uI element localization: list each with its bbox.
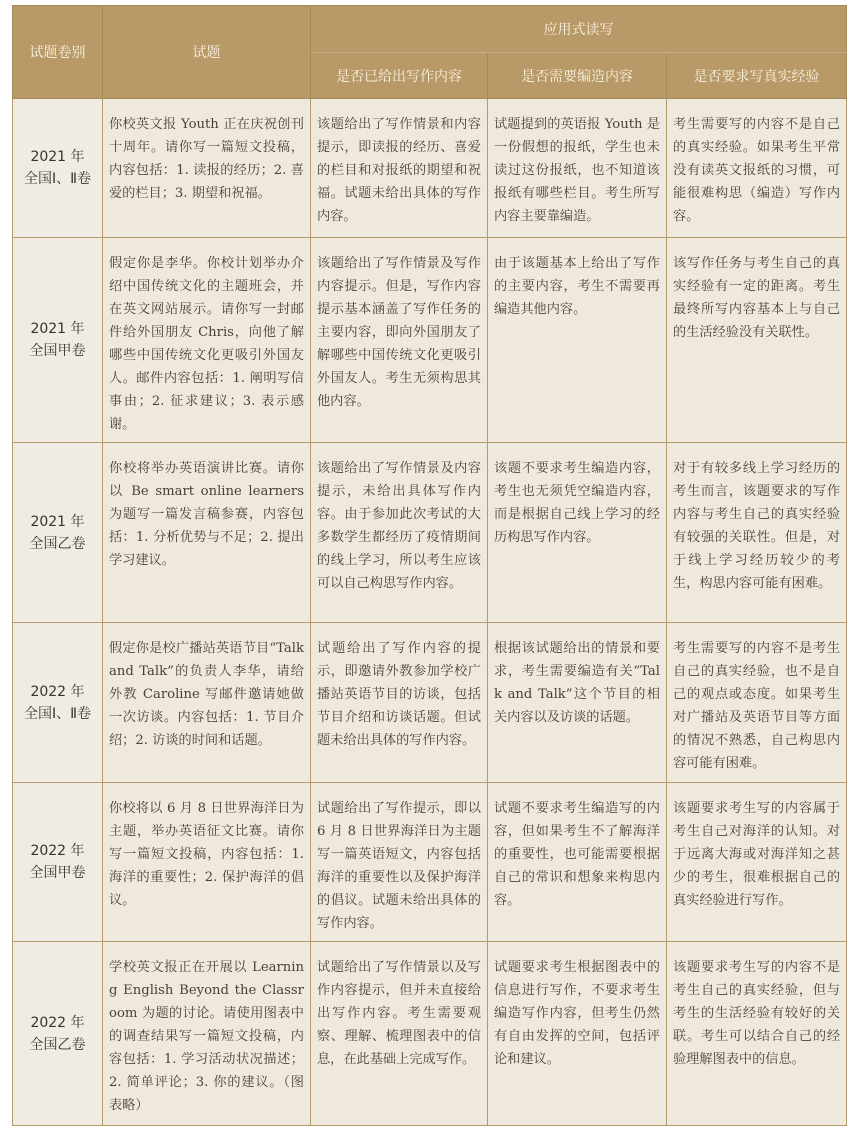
fabricate-cell: 试题要求考生根据图表中的信息进行写作，不要求考生编造写作内容，但考生仍然有自由发挥的空间，包括评论和建议。 xyxy=(488,942,667,1126)
content-given-cell: 试题给出了写作提示，即以 6 月 8 日世界海洋日为主题写一篇英语短文，内容包括海洋的重要性以及保护海洋的倡议。试题未给出具体的写作内容。 xyxy=(311,783,488,942)
year-label: 2022 年 xyxy=(30,843,85,859)
header-exam-paper: 试题卷别 xyxy=(13,6,103,99)
paper-label: 全国Ⅰ、Ⅱ卷 xyxy=(23,171,92,187)
header-content-given: 是否已给出写作内容 xyxy=(311,53,488,99)
question-cell: 假定你是李华。你校计划举办介绍中国传统文化的主题班会，并在英文网站展示。请你写一封邮件给外国朋友 Chris，向他了解哪些中国传统文化更吸引外国友人。邮件内容包括：1. 阐明写信事由；2. 征求建议；3. 表示感谢。 xyxy=(103,238,311,443)
real-experience-cell: 该写作任务与考生自己的真实经验有一定的距离。考生最终所写内容基本上与自己的生活经验没有关联性。 xyxy=(667,238,847,443)
paper-label: 全国乙卷 xyxy=(29,535,86,552)
question-cell: 学校英文报正在开展以 Learning English Beyond the Classroom 为题的讨论。请使用图表中的调查结果写一篇短文投稿，内容包括：1. 学习活动状况描述；2. 简单评论；3. 你的建议。（图表略） xyxy=(103,942,311,1126)
paper-label: 全国甲卷 xyxy=(29,343,86,359)
header-real-experience: 是否要求写真实经验 xyxy=(667,53,847,99)
question-cell: 你校英文报 Youth 正在庆祝创刊十周年。请你写一篇短文投稿，内容包括：1. 读报的经历；2. 喜爱的栏目；3. 期望和祝福。 xyxy=(103,99,311,238)
real-experience-cell: 对于有较多线上学习经历的考生而言，该题要求的写作内容与考生自己的真实经验有较强的关联性。但是，对于线上学习经历较少的考生，构思内容可能有困难。 xyxy=(667,443,847,623)
table-row xyxy=(13,942,847,1126)
table-row xyxy=(13,443,847,623)
content-given-cell: 该题给出了写作情景及内容提示，未给出具体写作内容。由于参加此次考试的大多数学生都经历了疫情期间的线上学习，所以考生应该可以自己构思写作内容。 xyxy=(311,443,488,623)
header-question: 试题 xyxy=(103,6,311,99)
year-label: 2021 年 xyxy=(30,513,85,530)
fabricate-cell: 由于该题基本上给出了写作的主要内容，考生不需要再编造其他内容。 xyxy=(488,238,667,443)
fabricate-cell: 该题不要求考生编造内容，考生也无须凭空编造内容，而是根据自己线上学习的经历构思写作内容。 xyxy=(488,443,667,623)
real-experience-cell: 该题要求考生写的内容属于考生自己对海洋的认知。对于远离大海或对海洋知之甚少的考生，很难根据自己的真实经验进行写作。 xyxy=(667,783,847,942)
fabricate-cell: 试题提到的英语报 Youth 是一份假想的报纸，学生也未读过这份报纸，也不知道该报纸有哪些栏目。考生所写内容主要靠编造。 xyxy=(488,99,667,238)
table-row xyxy=(13,623,847,783)
year-label: 2022 年 xyxy=(30,683,85,700)
table-row xyxy=(13,238,847,443)
question-cell: 假定你是校广播站英语节目“Talk and Talk”的负责人李华，请给外教 Caroline 写邮件邀请她做一次访谈。内容包括：1. 节目介绍；2. 访谈的时间和话题。 xyxy=(103,623,311,783)
exam-paper-cell xyxy=(13,238,103,443)
exam-paper-cell xyxy=(13,783,103,942)
content-given-cell: 试题给出了写作内容的提示，即邀请外教参加学校广播站英语节目的访谈，包括节目介绍和访谈话题。但试题未给出具体的写作内容。 xyxy=(311,623,488,783)
real-experience-cell: 考生需要写的内容不是考生自己的真实经验，也不是自己的观点或态度。如果考生对广播站及英语节目等方面的情况不熟悉，自己构思内容可能有困难。 xyxy=(667,623,847,783)
question-cell: 你校将以 6 月 8 日世界海洋日为主题，举办英语征文比赛。请你写一篇短文投稿，内容包括：1. 海洋的重要性；2. 保护海洋的倡议。 xyxy=(103,783,311,942)
exam-paper-cell xyxy=(13,942,103,1126)
header-need-fabricate: 是否需要编造内容 xyxy=(488,53,667,99)
year-label: 2022 年 xyxy=(30,1014,85,1031)
exam-paper-cell xyxy=(13,99,103,238)
content-given-cell: 该题给出了写作情景及写作内容提示。但是，写作内容提示基本涵盖了写作任务的主要内容，即向外国朋友了解哪些中国传统文化更吸引外国友人。考生无须构思其他内容。 xyxy=(311,238,488,443)
content-given-cell: 该题给出了写作情景和内容提示，即读报的经历、喜爱的栏目和对报纸的期望和祝福。试题未给出具体的写作内容。 xyxy=(311,99,488,238)
real-experience-cell: 考生需要写的内容不是自己的真实经验。如果考生平常没有读英文报纸的习惯，可能很难构思（编造）写作内容。 xyxy=(667,99,847,238)
paper-label: 全国Ⅰ、Ⅱ卷 xyxy=(23,705,92,722)
real-experience-cell: 该题要求考生写的内容不是考生自己的真实经验，但与考生的生活经验有较好的关联。考生可以结合自己的经验理解图表中的信息。 xyxy=(667,942,847,1126)
table-row xyxy=(13,99,847,238)
paper-label: 全国乙卷 xyxy=(29,1036,86,1053)
fabricate-cell: 试题不要求考生编造写的内容，但如果考生不了解海洋的重要性，也可能需要根据自己的常识和想象来构思内容。 xyxy=(488,783,667,942)
year-label: 2021 年 xyxy=(30,149,85,165)
question-cell: 你校将举办英语演讲比赛。请你以 Be smart online learners 为题写一篇发言稿参赛，内容包括：1. 分析优势与不足；2. 提出学习建议。 xyxy=(103,443,311,623)
fabricate-cell: 根据该试题给出的情景和要求，考生需要编造有关“Talk and Talk”这个节目的相关内容以及访谈的话题。 xyxy=(488,623,667,783)
comparison-table xyxy=(12,5,847,1126)
content-given-cell: 试题给出了写作情景以及写作内容提示，但并未直接给出写作内容。考生需要观察、理解、梳理图表中的信息，在此基础上完成写作。 xyxy=(311,942,488,1126)
table-row xyxy=(13,783,847,942)
header-group-applied-reading-writing: 应用式读写 xyxy=(311,6,847,53)
year-label: 2021 年 xyxy=(30,321,85,337)
paper-label: 全国甲卷 xyxy=(29,865,86,881)
exam-paper-cell xyxy=(13,623,103,783)
exam-paper-cell xyxy=(13,443,103,623)
